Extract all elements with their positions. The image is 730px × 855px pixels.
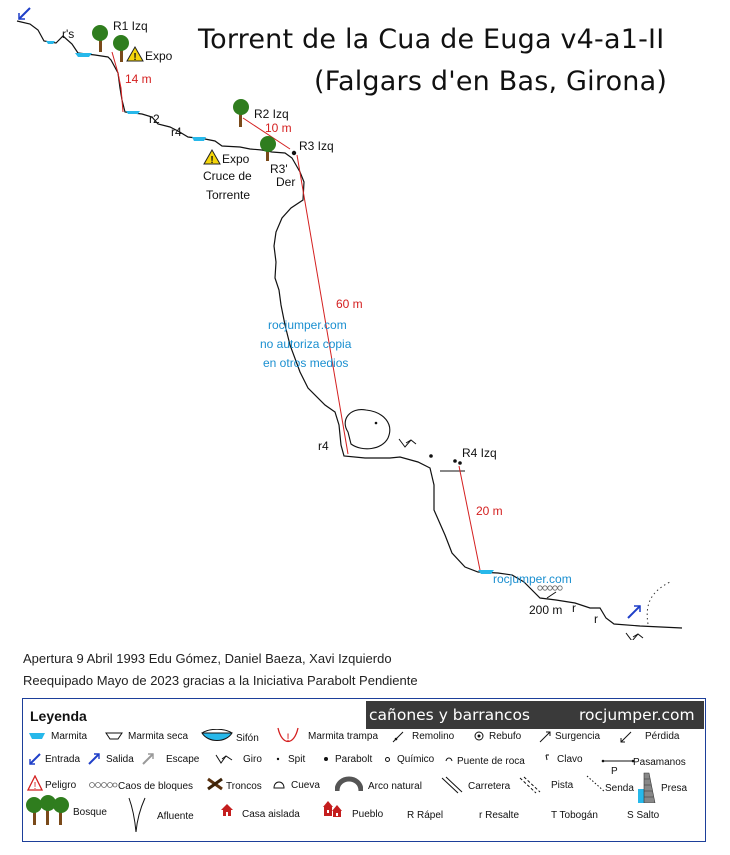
senda-icon — [586, 775, 606, 793]
legend-giro: Giro — [243, 754, 262, 765]
entrada-icon — [28, 752, 42, 766]
label-r4-resalte: r4 — [171, 125, 182, 139]
legend-carretera: Carretera — [468, 781, 511, 792]
rope-lines — [112, 52, 480, 570]
svg-text:!: ! — [210, 155, 214, 166]
legend-cueva: Cueva — [291, 780, 320, 791]
label-cruce-2: Torrente — [206, 188, 251, 202]
pista-icon — [519, 776, 541, 794]
credits-reequip: Reequipado Mayo de 2023 gracias a la Iniciativa Parabolt Pendiente — [23, 673, 418, 688]
legend-parabolt: Parabolt — [335, 754, 373, 765]
legend-remolino: Remolino — [412, 731, 455, 742]
spit-icon — [275, 756, 281, 762]
legend-casa: Casa aislada — [242, 809, 300, 820]
bosque-icon — [25, 795, 71, 827]
legend-entrada: Entrada — [45, 754, 81, 765]
escape-path — [647, 582, 670, 624]
watermark-3: en otros medios — [263, 356, 349, 370]
label-r3: R3 Izq — [299, 139, 334, 153]
legend-clavo: Clavo — [557, 754, 583, 765]
label-der: Der — [276, 175, 296, 189]
afluente-icon — [127, 797, 147, 833]
rebufo-icon — [473, 730, 485, 742]
svg-text:!: ! — [286, 732, 290, 744]
label-r3-prime: R3' — [270, 162, 288, 176]
label-r4: R4 Izq — [462, 446, 497, 460]
perdida-icon — [619, 730, 633, 744]
credits-opening: Apertura 9 Abril 1993 Edu Gómez, Daniel Baeza, Xavi Izquierdo — [23, 651, 392, 666]
legend-escape: Escape — [166, 754, 200, 765]
legend-resalte: r Resalte — [479, 810, 520, 821]
giro-icon — [626, 633, 643, 640]
exit-arrow-icon — [628, 606, 640, 618]
label-200m: 200 m — [529, 603, 563, 617]
clavo-icon — [544, 754, 552, 762]
cueva-icon — [272, 778, 286, 790]
marmita-icon — [28, 731, 46, 741]
legend-salida: Salida — [106, 754, 134, 765]
entry-arrow-icon — [19, 8, 30, 19]
label-r1: R1 Izq — [113, 19, 148, 33]
pasamanos-icon — [601, 757, 635, 765]
banner-right: rocjumper.com — [579, 706, 695, 724]
tree-icon — [260, 136, 276, 161]
legend-bosque: Bosque — [73, 807, 107, 818]
legend-sifon: Sifón — [236, 733, 259, 744]
carretera-icon — [441, 776, 463, 794]
legend-salto: S Salto — [627, 810, 660, 821]
label-expo-1: Expo — [145, 49, 173, 63]
remolino-icon — [391, 730, 405, 744]
legend-pasamanos: Pasamanos — [633, 757, 686, 768]
legend-marmita: Marmita — [51, 731, 88, 742]
caos-bloques-icon — [538, 586, 562, 590]
tree-icon — [113, 35, 129, 62]
surgencia-icon — [538, 730, 552, 744]
arco-icon — [335, 775, 363, 793]
legend-banner — [366, 701, 704, 729]
label-20m: 20 m — [476, 504, 503, 518]
tree-icon — [92, 25, 108, 52]
legend — [22, 698, 706, 842]
label-expo-2: Expo — [222, 152, 250, 166]
giro-icon — [399, 439, 416, 447]
presa-icon — [637, 771, 657, 803]
label-r-b: r — [594, 612, 598, 626]
watermark-1: rocjumper.com — [268, 318, 347, 332]
sifon-icon — [200, 729, 234, 745]
peligro-icon — [27, 775, 43, 791]
legend-presa: Presa — [661, 783, 688, 794]
marmita-trampa-icon — [276, 726, 300, 748]
label-cruce-1: Cruce de — [203, 169, 252, 183]
parabolt-icon — [323, 756, 329, 762]
marmita-seca-icon — [105, 731, 123, 741]
giro-legend-icon — [215, 753, 235, 765]
label-10m: 10 m — [265, 121, 292, 135]
boulder — [345, 410, 390, 449]
svg-text:!: ! — [33, 781, 37, 791]
legend-surgencia: Surgencia — [555, 731, 601, 742]
svg-text:!: ! — [133, 52, 137, 63]
banner-left: cañones y barrancos — [369, 706, 531, 724]
legend-troncos: Troncos — [226, 781, 262, 792]
label-r2: R2 Izq — [254, 107, 289, 121]
legend-peligro: Peligro — [45, 780, 77, 791]
legend-marmita-trampa: Marmita trampa — [308, 731, 379, 742]
legend-title: Leyenda — [30, 708, 87, 724]
escape-icon — [141, 752, 155, 766]
legend-spit: Spit — [288, 754, 306, 765]
label-rs: r's — [62, 27, 75, 41]
label-r-a: r — [572, 601, 576, 615]
warning-icon — [204, 150, 220, 166]
puente-roca-icon — [445, 756, 453, 762]
watermark-lower: rocjumper.com — [493, 572, 572, 586]
label-60m: 60 m — [336, 297, 363, 311]
legend-rapel: R Rápel — [407, 810, 444, 821]
caos-legend-icon — [88, 780, 118, 790]
legend-marmita-seca: Marmita seca — [128, 731, 189, 742]
legend-arco: Arco natural — [368, 781, 422, 792]
casa-icon — [220, 803, 234, 817]
pueblo-icon — [322, 800, 344, 818]
salida-icon — [87, 752, 101, 766]
legend-quimico: Químico — [397, 754, 435, 765]
warning-icon — [127, 47, 143, 63]
quimico-icon — [384, 756, 391, 763]
legend-senda: Senda — [605, 783, 634, 794]
legend-rebufo: Rebufo — [489, 731, 522, 742]
watermark-2: no autoriza copia — [260, 337, 352, 351]
legend-pasamanos-p: P — [611, 766, 618, 777]
tree-icon — [233, 99, 249, 127]
legend-pueblo: Pueblo — [352, 809, 384, 820]
troncos-icon — [207, 777, 223, 791]
legend-caos: Caos de bloques — [118, 781, 194, 792]
legend-tobogan: T Tobogán — [551, 810, 598, 821]
title-line-1: Torrent de la Cua de Euga v4-a1-II — [198, 24, 665, 55]
title-line-2: (Falgars d'en Bas, Girona) — [314, 66, 668, 97]
label-r2-resalte: r2 — [149, 112, 160, 126]
legend-puente-roca: Puente de roca — [457, 756, 525, 767]
canyon-profile — [17, 21, 682, 628]
label-r4-resalte-2: r4 — [318, 439, 329, 453]
legend-afluente: Afluente — [157, 811, 194, 822]
legend-pista: Pista — [551, 780, 574, 791]
label-14m: 14 m — [125, 72, 152, 86]
legend-perdida: Pérdida — [645, 731, 680, 742]
